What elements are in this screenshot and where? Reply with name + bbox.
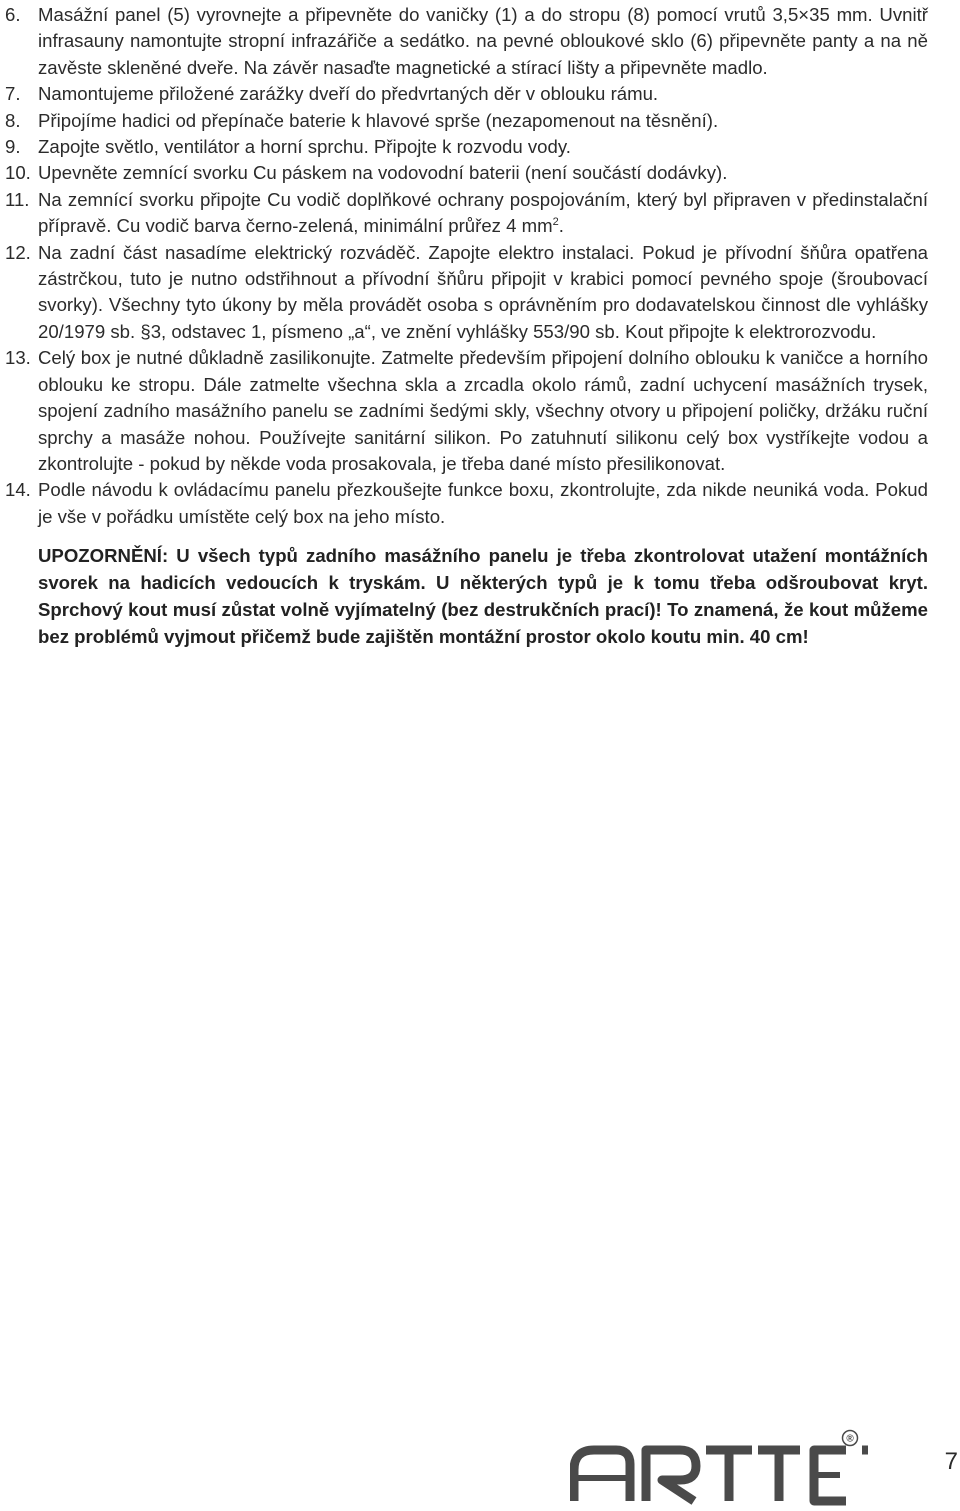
item-number: 7. bbox=[5, 83, 21, 105]
item-number: 14. bbox=[5, 479, 31, 501]
list-item-7 bbox=[0, 81, 928, 107]
list-item-6 bbox=[0, 2, 928, 81]
list-item-9 bbox=[0, 134, 928, 160]
superscript: 2 bbox=[552, 216, 559, 229]
item-text bbox=[38, 187, 928, 240]
item-number: 13. bbox=[5, 347, 31, 369]
item-number: 8. bbox=[5, 109, 21, 131]
arttec-logo bbox=[570, 1428, 870, 1508]
warning-paragraph: UPOZORNĚNÍ: U všech typů zadního masážního panelu je třeba zkontrolovat utažení montážních svorek na hadicích vedoucích k tryskám. U některých typů je k tomu třeba odšroubovat kryt. Sprchový kout musí zůstat volně vyjímatelný (bez destrukčních prací)! To znamená, že kout můžeme bez problémů vyjmout přičemž bude zajištěn montážní prostor okolo koutu min. 40 cm! bbox=[38, 545, 928, 648]
item-number: 11. bbox=[5, 188, 30, 210]
item-text-main: Na zemnící svorku připojte Cu vodič doplňkové ochrany pospojováním, který byl připraven v předinstalační přípravě. Cu vodič barva černo-zelená, minimální průřez 4 mm bbox=[38, 188, 928, 237]
item-text: Celý box je nutné důkladně zasilikonujte. Zatmelte především připojení dolního oblouku k vaničce a horního oblouku ke stropu. Dále zatmelte všechna skla a zrcadla okolo rámů, zadní uchycení masážních trysek, spojení zadního masážního panelu se zadními šedými skly, všechny otvory u připojení poličky, držáku ruční sprchy a masáže nohou. Používejte sanitární silikon. Po zatuhnutí silikonu celý box vystříkejte vodou a zkontrolujte - pokud by někde voda prosakovala, je třeba dané místo přesilikonovat. bbox=[38, 347, 928, 474]
instructions bbox=[0, 2, 928, 650]
item-number: 6. bbox=[5, 4, 21, 25]
item-text: Zapojte světlo, ventilátor a horní sprchu. Připojte k rozvodu vody. bbox=[38, 136, 571, 158]
item-text: Na zadní část nasadíme elektrický rozváděč. Zapojte elektro instalaci. Pokud je přívodní šňůra opatřena zástrčkou, tuto je nutno odstřihnout a přívodní šňůru připojit v krabici pomocí pevného spoje (šroubovací svorky). Všechny tyto úkony by měla provádět osoba s oprávněním pro dodavatelskou činnost dle vyhlášky 20/1979 sb. §3, odstavec 1, písmeno „a“, ve znění vyhlášky 553/90 sb. Kout připojte k elektrorozvodu. bbox=[38, 241, 928, 342]
page-number: 7 bbox=[944, 1448, 958, 1475]
list-item-8 bbox=[0, 108, 928, 134]
item-text: Upevněte zemnící svorku Cu páskem na vodovodní baterii (není součástí dodávky). bbox=[38, 162, 728, 184]
list-item-11 bbox=[0, 187, 928, 240]
registered-mark: ® bbox=[846, 1433, 854, 1445]
list-item-12 bbox=[0, 240, 928, 346]
list-item-13 bbox=[0, 345, 928, 477]
item-text: Masážní panel (5) vyrovnejte a připevněte do vaničky (1) a do stropu (8) pomocí vrutů 3,5×35 mm. Uvnitř infrasauny namontujte stropní infrazářiče a sedátko. na pevné obloukové sklo (6) připevněte panty a na ně zavěste skleněné dveře. Na závěr nasaďte magnetické a stírací lišty a připevněte madlo. bbox=[38, 4, 928, 78]
item-number: 9. bbox=[5, 136, 21, 158]
item-text: Namontujeme přiložené zarážky dveří do předvrtaných děr v oblouku rámu. bbox=[38, 83, 659, 105]
item-text-tail: . bbox=[558, 215, 564, 237]
list-item-14 bbox=[0, 477, 928, 530]
item-text: Podle návodu k ovládacímu panelu přezkoušejte funkce boxu, zkontrolujte, zda nikde neuniká voda. Pokud je vše v pořádku umístěte celý box na jeho místo. bbox=[38, 479, 928, 527]
list-item-10 bbox=[0, 160, 928, 186]
item-number: 12. bbox=[5, 241, 31, 263]
item-number: 10. bbox=[5, 162, 31, 184]
item-text: Připojíme hadici od přepínače baterie k hlavové sprše (nezapomenout na těsnění). bbox=[38, 109, 719, 131]
page-footer bbox=[570, 1428, 960, 1508]
